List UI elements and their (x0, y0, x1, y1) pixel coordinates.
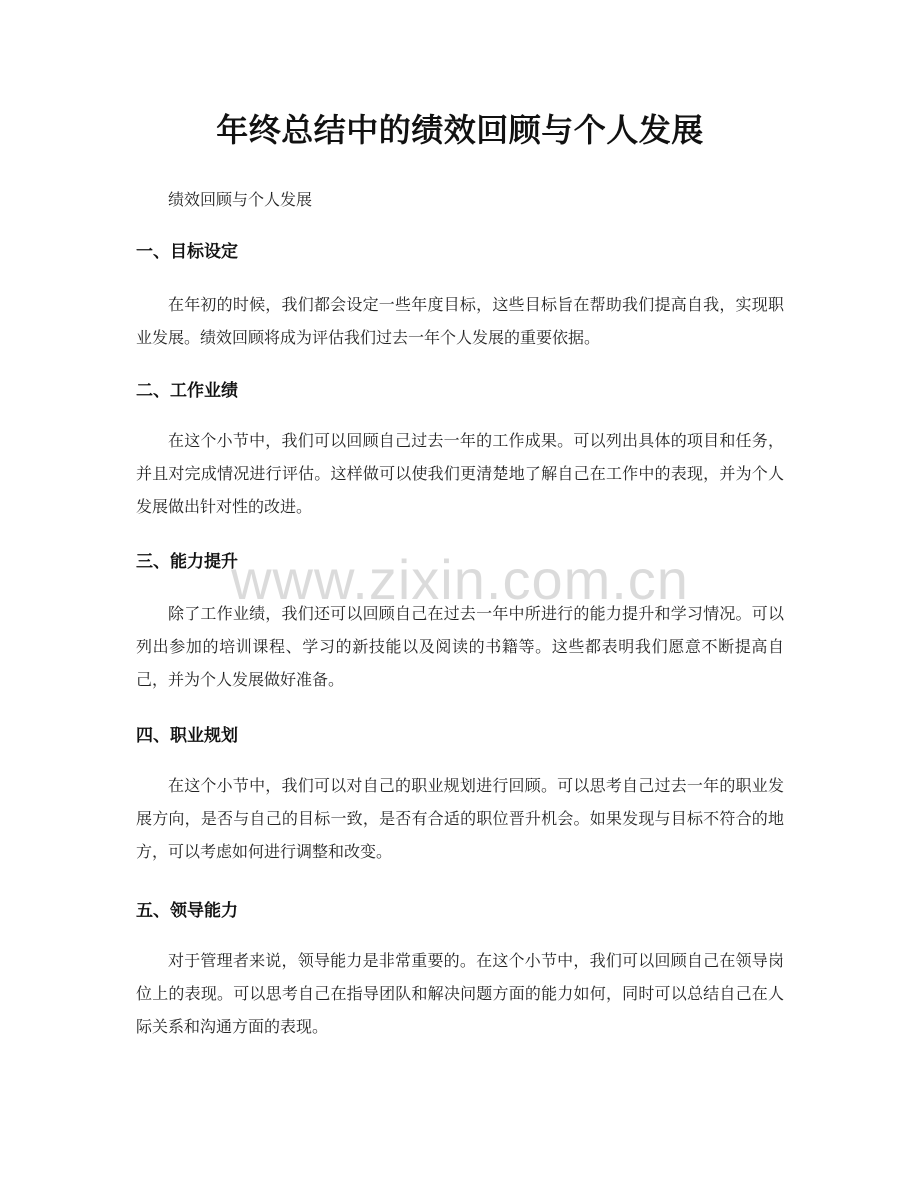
document-subtitle: 绩效回顾与个人发展 (168, 190, 313, 209)
section-body-career-planning: 在这个小节中，我们可以对自己的职业规划进行回顾。可以思考自己过去一年的职业发展方向，是否与自己的目标一致，是否有合适的职位晋升机会。如果发现与目标不符合的地方，可以考虑如何进行调整和改变。 (136, 776, 784, 861)
section-heading-career-planning: 四、职业规划 (136, 726, 238, 746)
section-heading-leadership: 五、领导能力 (136, 901, 238, 921)
section-heading-work-performance: 二、工作业绩 (136, 381, 238, 401)
section-heading-goal-setting: 一、目标设定 (136, 242, 238, 262)
section-heading-skill-improvement: 三、能力提升 (136, 552, 238, 572)
section-body-goal-setting: 在年初的时候，我们都会设定一些年度目标，这些目标旨在帮助我们提高自我，实现职业发展。绩效回顾将成为评估我们过去一年个人发展的重要依据。 (136, 295, 784, 347)
section-body-leadership: 对于管理者来说，领导能力是非常重要的。在这个小节中，我们可以回顾自己在领导岗位上的表现。可以思考自己在指导团队和解决问题方面的能力如何，同时可以总结自己在人际关系和沟通方面的表现。 (136, 951, 784, 1036)
watermark: www.zixin.com.cn (231, 548, 689, 611)
document-title: 年终总结中的绩效回顾与个人发展 (216, 111, 704, 149)
section-body-work-performance: 在这个小节中，我们可以回顾自己过去一年的工作成果。可以列出具体的项目和任务，并且对完成情况进行评估。这样做可以使我们更清楚地了解自己在工作中的表现，并为个人发展做出针对性的改进。 (136, 431, 784, 516)
section-body-skill-improvement: 除了工作业绩，我们还可以回顾自己在过去一年中所进行的能力提升和学习情况。可以列出参加的培训课程、学习的新技能以及阅读的书籍等。这些都表明我们愿意不断提高自己，并为个人发展做好准备。 (136, 604, 784, 689)
